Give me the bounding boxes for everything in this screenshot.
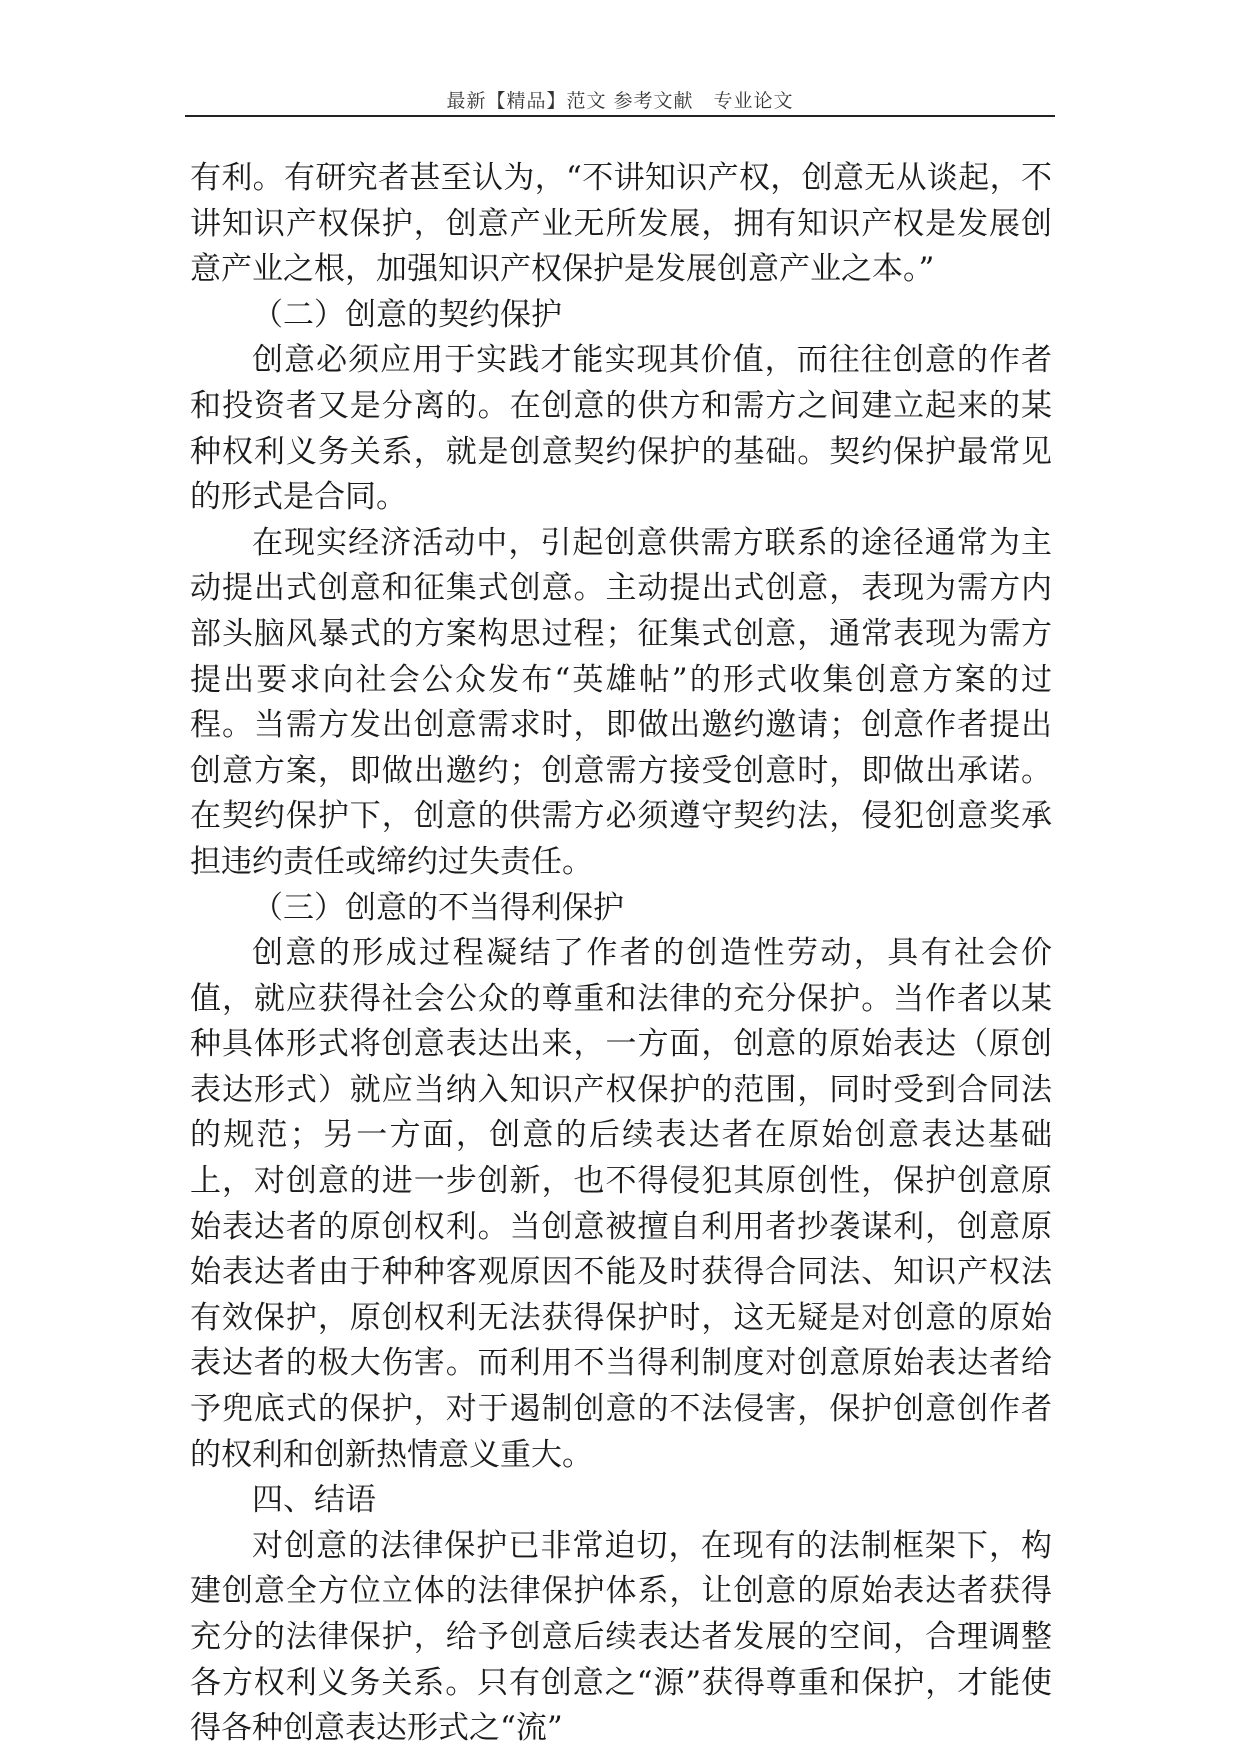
section-heading-conclusion: 四、结语 <box>252 1482 376 1519</box>
section-heading-contract-protection: （二）创意的契约保护 <box>252 296 562 333</box>
paragraph: 对创意的法律保护已非常迫切，在现有的法制框架下，构建创意全方位立体的法律保护体系，让创意的原始表达者获得充分的法律保护，给予创意后续表达者发展的空间，合理调整各方权利义务关系。只有创意之“源”获得尊重和保护，才能使得各种创意表达形式之“流” <box>190 1527 1052 1747</box>
paragraph: 创意必须应用于实践才能实现其价值，而往往创意的作者和投资者又是分离的。在创意的供方和需方之间建立起来的某种权利义务关系，就是创意契约保护的基础。契约保护最常见的形式是合同。 <box>190 342 1052 516</box>
paragraph: 在现实经济活动中，引起创意供需方联系的途径通常为主动提出式创意和征集式创意。主动提出式创意，表现为需方内部头脑风暴式的方案构思过程；征集式创意，通常表现为需方提出要求向社会公众发布“英雄帖”的形式收集创意方案的过程。当需方发出创意需求时，即做出邀约邀请；创意作者提出创意方案，即做出邀约；创意需方接受创意时，即做出承诺。在契约保护下，创意的供需方必须遵守契约法，侵犯创意奖承担违约责任或缔约过失责任。 <box>190 524 1052 880</box>
document-body <box>190 156 1052 1752</box>
header-rule <box>185 115 1055 117</box>
paragraph-continuation: 有利。有研究者甚至认为，“不讲知识产权，创意无从谈起，不讲知识产权保护，创意产业无所发展，拥有知识产权是发展创意产业之根，加强知识产权保护是发展创意产业之本。” <box>190 160 1052 288</box>
section-heading-unjust-enrichment: （三）创意的不当得利保护 <box>252 889 624 926</box>
paragraph: 创意的形成过程凝结了作者的创造性劳动，具有社会价值，就应获得社会公众的尊重和法律的充分保护。当作者以某种具体形式将创意表达出来，一方面，创意的原始表达（原创表达形式）就应当纳入知识产权保护的范围，同时受到合同法的规范；另一方面，创意的后续表达者在原始创意表达基础上，对创意的进一步创新，也不得侵犯其原创性，保护创意原始表达者的原创权利。当创意被擅自利用者抄袭谋利，创意原始表达者由于种种客观原因不能及时获得合同法、知识产权法有效保护，原创权利无法获得保护时，这无疑是对创意的原始表达者的极大伤害。而利用不当得利制度对创意原始表达者给予兜底式的保护，对于遏制创意的不法侵害，保护创意创作者的权利和创新热情意义重大。 <box>190 935 1052 1473</box>
page-header: 最新【精品】范文 参考文献 专业论文 <box>446 90 794 112</box>
